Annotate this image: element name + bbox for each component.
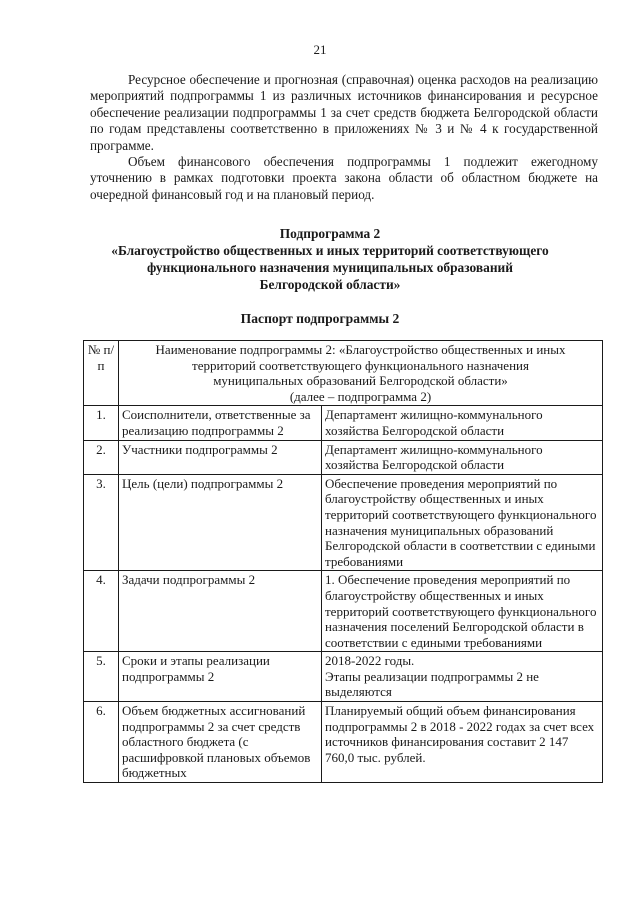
row-value: Планируемый общий объем финансирования подпрограммы 2 в 2018 - 2022 годах за счет всех источников финансирования составит 2 147 760,0 тыс. рублей.: [322, 702, 603, 783]
subprogram-title: Подпрограмма 2: [279, 226, 381, 241]
table-header-row: [84, 341, 603, 406]
passport-title: Паспорт подпрограммы 2: [240, 311, 400, 326]
row-value: [322, 652, 603, 702]
intro-text: [90, 72, 598, 203]
row-value-line-1: 2018-2022 годы.: [325, 653, 415, 669]
table-row: [84, 571, 603, 652]
row-label: Цель (цели) подпрограммы 2: [119, 474, 322, 571]
page-number: 21: [313, 42, 327, 57]
row-value: Департамент жилищно-коммунального хозяйства Белгородской области: [322, 406, 603, 440]
subprogram-name-line-2: функционального назначения муниципальных образований: [147, 260, 513, 275]
table-row: [84, 702, 603, 783]
header-name-cell: [119, 341, 603, 406]
row-num: 5.: [84, 652, 119, 702]
row-value: Обеспечение проведения мероприятий по благоустройству общественных и иных территорий соответствующего функционального назначения муниципальных образований Белгородской области в соответствии с едиными требованиями: [322, 474, 603, 571]
row-value: Департамент жилищно-коммунального хозяйства Белгородской области: [322, 440, 603, 474]
table-row: [84, 440, 603, 474]
row-label: Объем бюджетных ассигнований подпрограммы 2 за счет средств областного бюджета (с расшифровкой плановых объемов бюджетных: [119, 702, 322, 783]
header-name-line-2: территорий соответствующего функционального назначения: [192, 357, 529, 373]
row-label: Соисполнители, ответственные за реализацию подпрограммы 2: [119, 406, 322, 440]
subprogram-heading: [80, 225, 580, 293]
row-num: 4.: [84, 571, 119, 652]
intro-paragraph-2: Объем финансового обеспечения подпрограммы 1 подлежит ежегодному уточнению в рамках подготовки проекта закона области об областном бюджете на очередной финансовый год и на плановый период.: [90, 154, 598, 202]
row-label: Участники подпрограммы 2: [119, 440, 322, 474]
table-row: [84, 406, 603, 440]
row-label: Сроки и этапы реализации подпрограммы 2: [119, 652, 322, 702]
row-label: Задачи подпрограммы 2: [119, 571, 322, 652]
intro-paragraph-1: Ресурсное обеспечение и прогнозная (справочная) оценка расходов на реализацию мероприятий подпрограммы 1 из различных источников финансирования и ресурсное обеспечение реализации подпрограммы 1 за счет средств бюджета Белгородской области по годам представлены соответственно в приложениях № 3 и № 4 к государственной программе.: [90, 72, 598, 153]
subprogram-name-line-1: «Благоустройство общественных и иных территорий соответствующего: [111, 243, 549, 258]
subprogram-name-line-3: Белгородской области»: [259, 277, 401, 292]
table-row: [84, 474, 603, 571]
row-value: 1. Обеспечение проведения мероприятий по благоустройству общественных и иных территорий соответствующего функционального назначения поселений Белгородской области в соответствии с едиными требованиями: [322, 571, 603, 652]
row-num: 3.: [84, 474, 119, 571]
passport-table: [83, 340, 603, 783]
row-value-line-2: Этапы реализации подпрограммы 2 не выделяются: [325, 668, 539, 700]
row-num: 2.: [84, 440, 119, 474]
table-row: [84, 652, 603, 702]
row-num: 6.: [84, 702, 119, 783]
header-name-line-4: (далее – подпрограмма 2): [289, 388, 432, 404]
row-num: 1.: [84, 406, 119, 440]
header-name-line-3: муниципальных образований Белгородской области»: [213, 373, 508, 389]
header-num-cell: № п/п: [84, 341, 119, 406]
header-name-line-1: Наименование подпрограммы 2: «Благоустройство общественных и иных: [155, 342, 566, 357]
